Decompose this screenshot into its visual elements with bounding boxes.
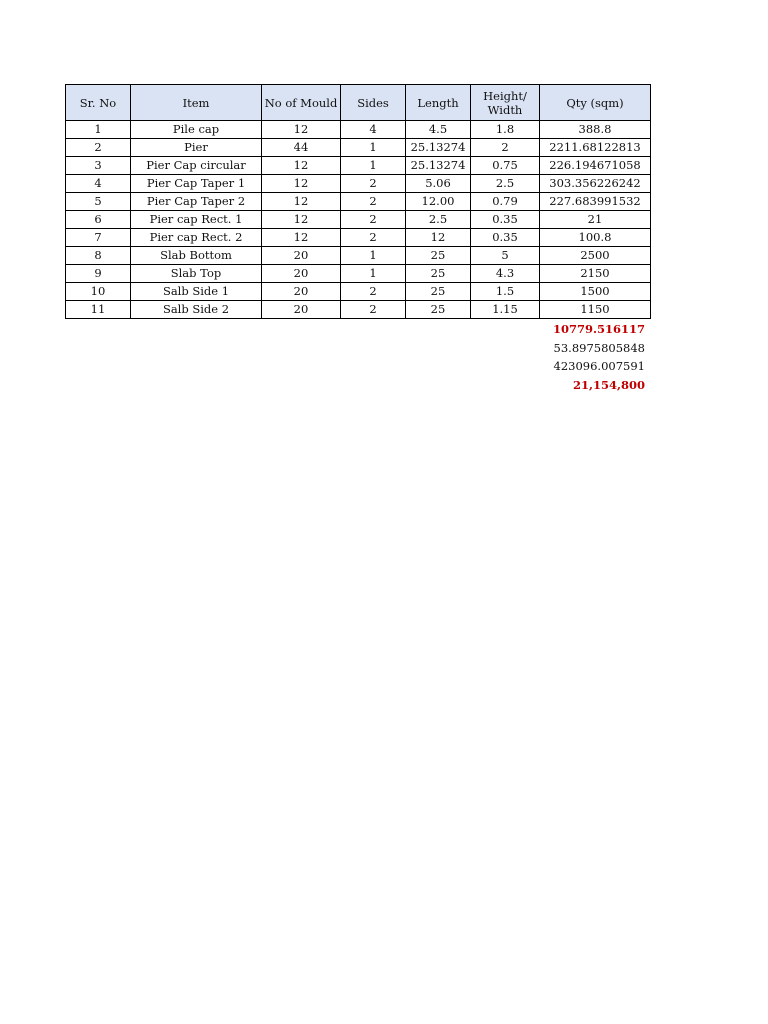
cell-sr-no: 8 (66, 247, 131, 265)
cell-qty: 21 (540, 211, 651, 229)
cell-sr-no: 9 (66, 265, 131, 283)
cell-length: 25.13274 (406, 157, 471, 175)
header-no-of-mould: No of Mould (262, 85, 341, 121)
totals-block (475, 320, 645, 394)
cell-sides: 1 (341, 139, 406, 157)
header-qty: Qty (sqm) (540, 85, 651, 121)
cell-item: Salb Side 1 (131, 283, 262, 301)
cell-sr-no: 6 (66, 211, 131, 229)
cell-sr-no: 3 (66, 157, 131, 175)
table-row (66, 211, 651, 229)
cell-sr-no: 2 (66, 139, 131, 157)
table-row (66, 301, 651, 319)
cell-length: 4.5 (406, 121, 471, 139)
cell-qty: 2150 (540, 265, 651, 283)
table-row (66, 229, 651, 247)
cell-qty: 1150 (540, 301, 651, 319)
cell-item: Pier Cap Taper 1 (131, 175, 262, 193)
cell-sides: 2 (341, 229, 406, 247)
cell-sides: 2 (341, 193, 406, 211)
computed-value-3: 423096.007591 (553, 359, 645, 373)
cell-sr-no: 7 (66, 229, 131, 247)
cell-sr-no: 11 (66, 301, 131, 319)
table-row (66, 265, 651, 283)
cell-length: 25 (406, 301, 471, 319)
cell-item: Pier cap Rect. 1 (131, 211, 262, 229)
cell-qty: 2211.68122813 (540, 139, 651, 157)
total-qty-value: 10779.516117 (552, 322, 645, 336)
cell-height-width: 1.15 (471, 301, 540, 319)
table-row (66, 283, 651, 301)
cell-item: Pier Cap circular (131, 157, 262, 175)
cell-qty: 388.8 (540, 121, 651, 139)
cell-sr-no: 10 (66, 283, 131, 301)
cell-item: Pier (131, 139, 262, 157)
header-sr-no: Sr. No (66, 85, 131, 121)
cell-item: Pier cap Rect. 2 (131, 229, 262, 247)
cell-qty: 1500 (540, 283, 651, 301)
table-header-row (66, 85, 651, 121)
cell-item: Pile cap (131, 121, 262, 139)
cell-sr-no: 4 (66, 175, 131, 193)
table-row (66, 247, 651, 265)
cell-height-width: 0.75 (471, 157, 540, 175)
cell-qty: 227.683991532 (540, 193, 651, 211)
cell-sides: 2 (341, 301, 406, 319)
cell-height-width: 1.8 (471, 121, 540, 139)
cell-no-of-mould: 12 (262, 193, 341, 211)
cell-height-width: 2.5 (471, 175, 540, 193)
cell-sr-no: 1 (66, 121, 131, 139)
cell-length: 25 (406, 247, 471, 265)
table-row (66, 175, 651, 193)
cell-no-of-mould: 20 (262, 283, 341, 301)
header-height-width (471, 85, 540, 121)
cell-length: 25 (406, 283, 471, 301)
spreadsheet-area (65, 84, 651, 319)
cell-no-of-mould: 20 (262, 247, 341, 265)
cell-no-of-mould: 44 (262, 139, 341, 157)
cell-no-of-mould: 12 (262, 175, 341, 193)
cell-length: 25 (406, 265, 471, 283)
cell-height-width: 0.79 (471, 193, 540, 211)
cell-no-of-mould: 12 (262, 211, 341, 229)
cell-sides: 1 (341, 265, 406, 283)
cell-sides: 2 (341, 175, 406, 193)
cell-qty: 226.194671058 (540, 157, 651, 175)
cell-no-of-mould: 12 (262, 157, 341, 175)
cell-qty: 2500 (540, 247, 651, 265)
header-length: Length (406, 85, 471, 121)
cell-length: 2.5 (406, 211, 471, 229)
cell-height-width: 0.35 (471, 229, 540, 247)
table-row (66, 121, 651, 139)
cell-item: Slab Bottom (131, 247, 262, 265)
header-sides: Sides (341, 85, 406, 121)
cell-height-width: 4.3 (471, 265, 540, 283)
cell-sides: 2 (341, 283, 406, 301)
cell-no-of-mould: 12 (262, 121, 341, 139)
table-row (66, 193, 651, 211)
cell-item: Salb Side 2 (131, 301, 262, 319)
cell-no-of-mould: 20 (262, 301, 341, 319)
table-row (66, 139, 651, 157)
cell-qty: 100.8 (540, 229, 651, 247)
cell-sides: 2 (341, 211, 406, 229)
mould-quantity-table (65, 84, 651, 319)
cell-length: 25.13274 (406, 139, 471, 157)
header-height-width-label: Height/ Width (483, 88, 527, 117)
cell-length: 5.06 (406, 175, 471, 193)
cell-sides: 4 (341, 121, 406, 139)
cell-sides: 1 (341, 157, 406, 175)
computed-value-2: 53.8975805848 (553, 340, 645, 355)
cell-height-width: 2 (471, 139, 540, 157)
header-item: Item (131, 85, 262, 121)
cell-height-width: 0.35 (471, 211, 540, 229)
cell-qty: 303.356226242 (540, 175, 651, 193)
table-row (66, 157, 651, 175)
cell-item: Slab Top (131, 265, 262, 283)
grand-total-value: 21,154,800 (572, 377, 645, 392)
cell-length: 12 (406, 229, 471, 247)
cell-length: 12.00 (406, 193, 471, 211)
cell-no-of-mould: 12 (262, 229, 341, 247)
cell-no-of-mould: 20 (262, 265, 341, 283)
cell-height-width: 1.5 (471, 283, 540, 301)
cell-item: Pier Cap Taper 2 (131, 193, 262, 211)
cell-sides: 1 (341, 247, 406, 265)
cell-sr-no: 5 (66, 193, 131, 211)
cell-height-width: 5 (471, 247, 540, 265)
